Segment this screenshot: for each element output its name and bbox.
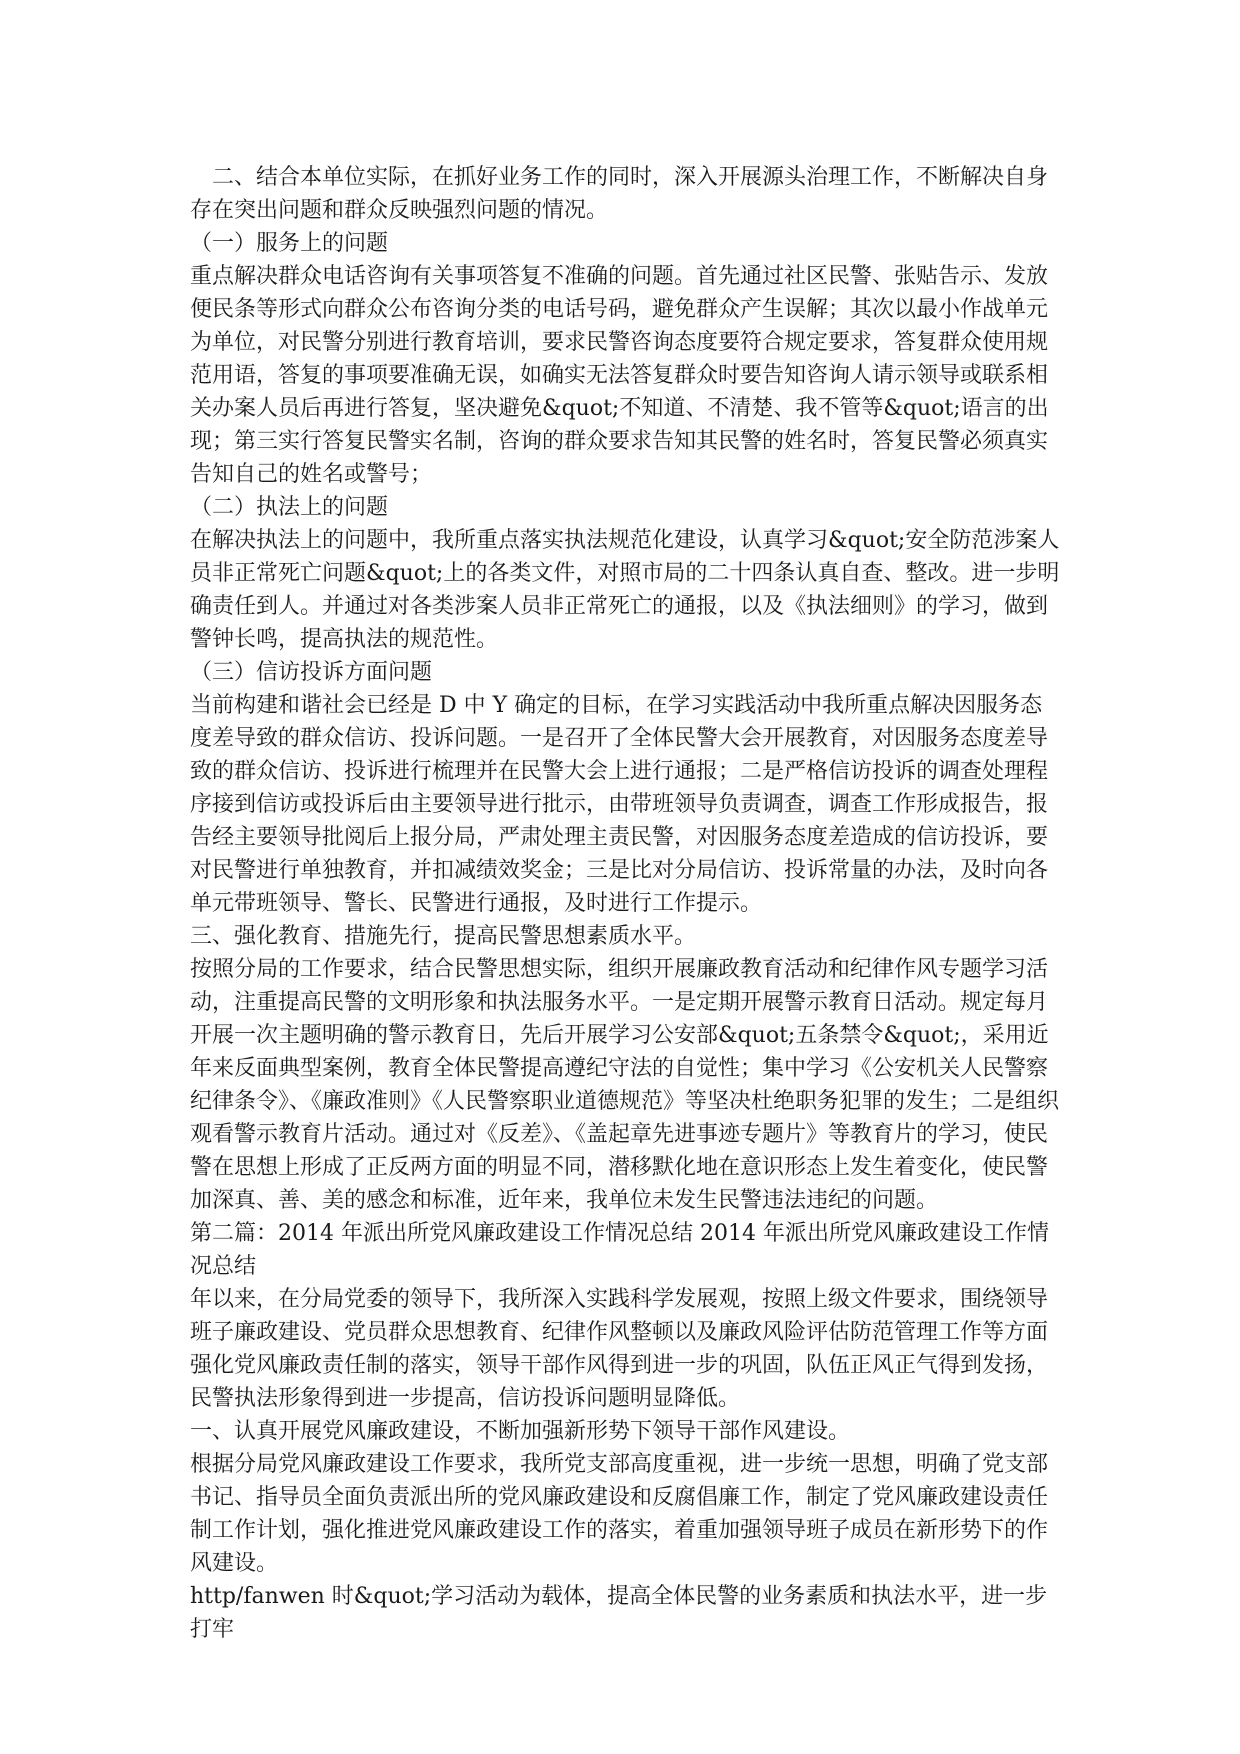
paragraph-petition-issues: 当前构建和谐社会已经是 D 中 Y 确定的目标，在学习实践活动中我所重点解决因服务态度差导致的群众信访、投诉问题。一是召开了全体民警大会开展教育，对因服务态度差导致的群众信访、投诉进行梳理并在民警大会上进行通报；二是严格信访投诉的调查处理程序接到信访或投诉后由主要领导进行批示，由带班领导负责调查，调查工作形成报告，报告经主要领导批阅后上报分局，严肃处理主责民警，对因服务态度差造成的信访投诉，要对民警进行单独教育，并扣减绩效奖金；三是比对分局信访、投诉常量的办法，及时向各单元带班领导、警长、民警进行通报，及时进行工作提示。 xyxy=(190,693,1049,916)
subheading-petition-issues: （三）信访投诉方面问题 xyxy=(190,660,433,685)
section-heading-three: 三、强化教育、措施先行，提高民警思想素质水平。 xyxy=(190,924,697,949)
paragraph-year-summary: 年以来，在分局党委的领导下，我所深入实践科学发展观，按照上级文件要求，围绕领导班子廉政建设、党员群众思想教育、纪律作风整顿以及廉政风险评估防范管理工作等方面强化党风廉政责任制的落实，领导干部作风得到进一步的巩固，队伍正风正气得到发扬，民警执法形象得到进一步提高，信访投诉问题明显降低。 xyxy=(190,1287,1049,1411)
subheading-service-issues: （一）服务上的问题 xyxy=(190,231,389,256)
paragraph-party-building: 根据分局党风廉政建设工作要求，我所党支部高度重视，进一步统一思想，明确了党支部书记、指导员全面负责派出所的党风廉政建设和反腐倡廉工作，制定了党风廉政建设责任制工作计划，强化推进党风廉政建设工作的落实，着重加强领导班子成员在新形势下的作风建设。 xyxy=(190,1452,1049,1576)
document-body xyxy=(190,161,1060,1646)
chapter-title-two: 第二篇：2014 年派出所党风廉政建设工作情况总结 2014 年派出所党风廉政建设工作情况总结 xyxy=(190,1221,1049,1279)
paragraph-enforcement-issues: 在解决执法上的问题中，我所重点落实执法规范化建设，认真学习&quot;安全防范涉案人员非正常死亡问题&quot;上的各类文件，对照市局的二十四条认真自查、整改。进一步明确责任到人。并通过对各类涉案人员非正常死亡的通报，以及《执法细则》的学习，做到警钟长鸣，提高执法的规范性。 xyxy=(190,528,1060,652)
paragraph-education: 按照分局的工作要求，结合民警思想实际，组织开展廉政教育活动和纪律作风专题学习活动，注重提高民警的文明形象和执法服务水平。一是定期开展警示教育日活动。规定每月开展一次主题明确的警示教育日，先后开展学习公安部&quot;五条禁令&quot;，采用近年来反面典型案例，教育全体民警提高遵纪守法的自觉性；集中学习《公安机关人民警察纪律条令》、《廉政准则》《人民警察职业道德规范》等坚决杜绝职务犯罪的发生；二是组织观看警示教育片活动。通过对《反差》、《盖起章先进事迹专题片》等教育片的学习，使民警在思想上形成了正反两方面的明显不同，潜移默化地在意识形态上发生着变化，使民警加深真、善、美的感念和标准，近年来，我单位未发生民警违法违纪的问题。 xyxy=(190,957,1060,1213)
paragraph-fragment: http/fanwen 时&quot;学习活动为载体，提高全体民警的业务素质和执法水平，进一步打牢 xyxy=(190,1584,1048,1642)
subheading-enforcement-issues: （二）执法上的问题 xyxy=(190,495,389,520)
section-heading-one: 一、认真开展党风廉政建设，不断加强新形势下领导干部作风建设。 xyxy=(190,1419,851,1444)
paragraph-service-issues: 重点解决群众电话咨询有关事项答复不准确的问题。首先通过社区民警、张贴告示、发放便民条等形式向群众公布咨询分类的电话号码，避免群众产生误解；其次以最小作战单元为单位，对民警分别进行教育培训，要求民警咨询态度要符合规定要求，答复群众使用规范用语，答复的事项要准确无误，如确实无法答复群众时要告知咨询人请示领导或联系相关办案人员后再进行答复，坚决避免&quot;不知道、不清楚、我不管等&quot;语言的出现；第三实行答复民警实名制，咨询的群众要求告知其民警的姓名时，答复民警必须真实告知自己的姓名或警号； xyxy=(190,264,1049,487)
section-heading-two: 二、结合本单位实际，在抓好业务工作的同时，深入开展源头治理工作，不断解决自身存在突出问题和群众反映强烈问题的情况。 xyxy=(190,165,1049,223)
